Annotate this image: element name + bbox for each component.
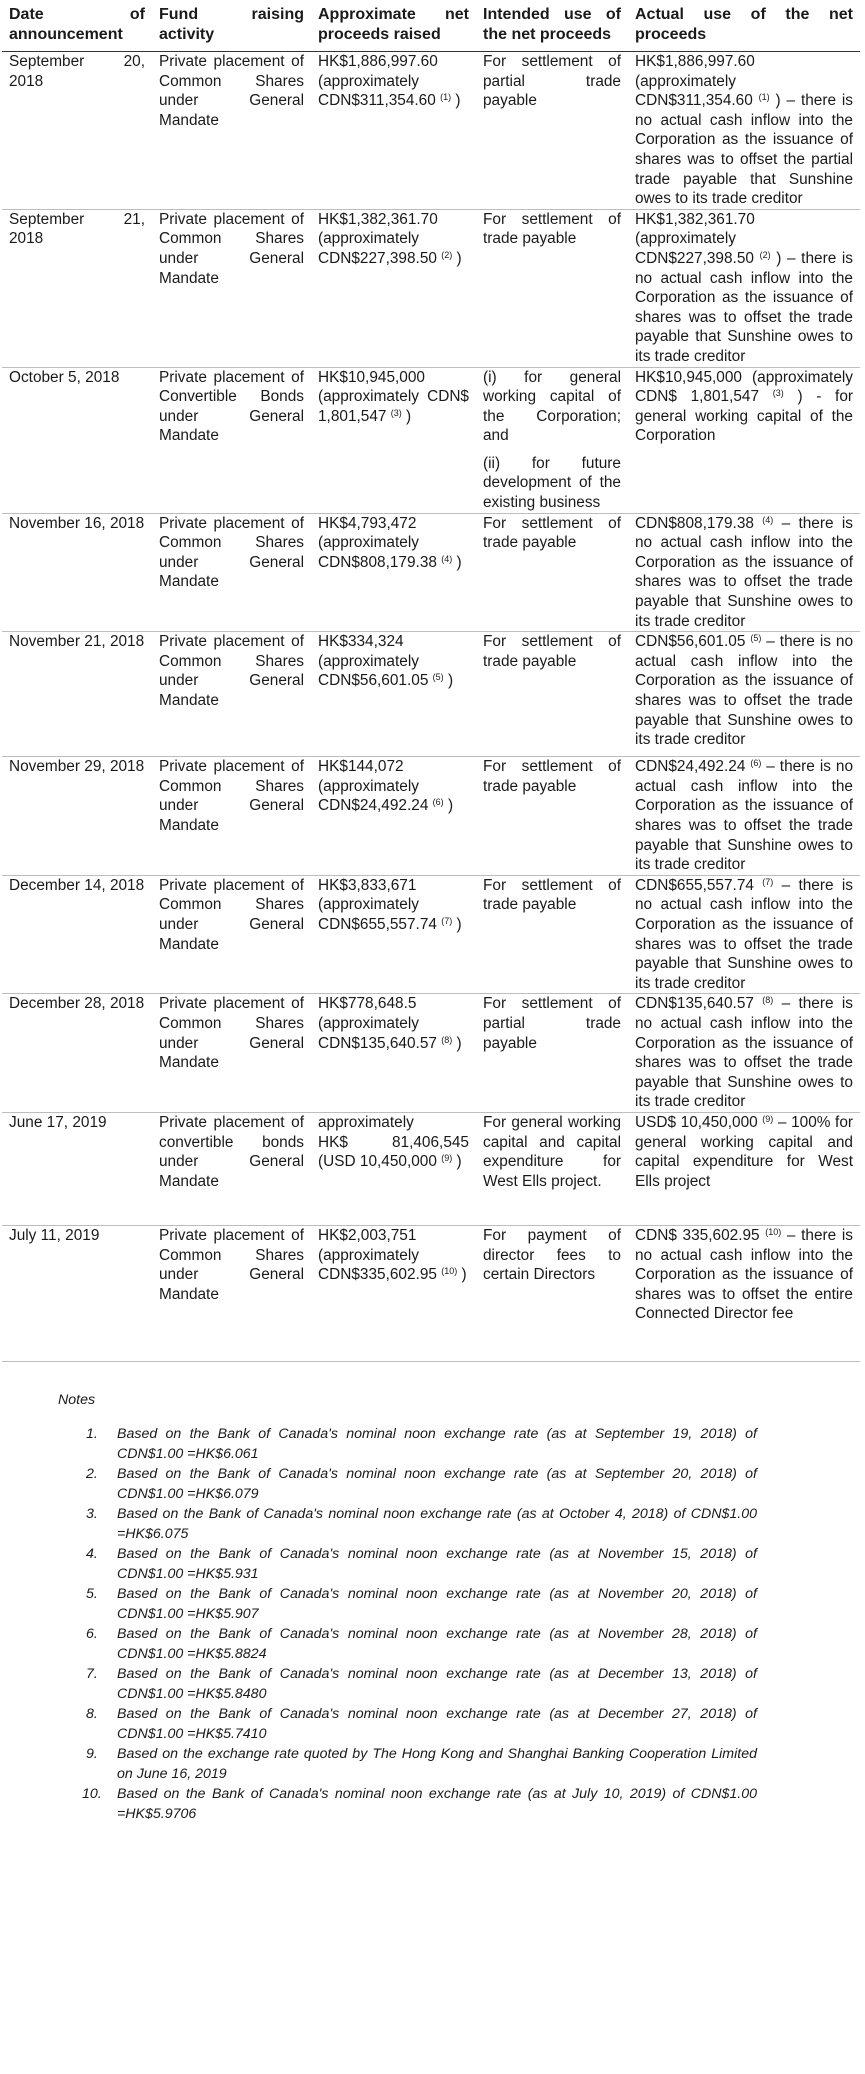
footnote-ref: (8)	[441, 1034, 453, 1045]
actual-description: – there is no actual cash inflow into the Corporation as the issuance of shares was to offset the trade payable that Sunshine owes to its trade creditor	[635, 633, 853, 749]
footnote-ref: (2)	[441, 249, 453, 260]
note-item	[0, 1584, 865, 1624]
proceeds-close: )	[447, 797, 454, 815]
footnote-ref: (10)	[441, 1266, 458, 1277]
actual-description: ) - for general working capital of the Corporation	[635, 388, 854, 445]
cell-date: July 11, 2019	[2, 1225, 152, 1361]
actual-amount: CDN$ 335,602.95	[635, 1226, 760, 1244]
cell-intended-use	[476, 367, 628, 513]
proceeds-amount: HK$2,003,751	[318, 1226, 417, 1244]
note-text: Based on the Bank of Canada's nominal noon exchange rate (as at September 20, 2018) of CDN$1.00 =HK$6.079	[117, 1466, 757, 1502]
footnote-ref: (9)	[441, 1153, 453, 1164]
cell-activity: Private placement of Common Shares under General Mandate	[152, 513, 311, 632]
cell-intended-use	[476, 757, 628, 876]
intended-use-text: For payment of director fees to certain Directors	[483, 1226, 621, 1284]
proceeds-amount: HK$778,648.5	[318, 995, 417, 1013]
actual-description: – there is no actual cash inflow into the Corporation as the issuance of shares was to offset the trade payable that Sunshine owes to its trade creditor	[635, 876, 853, 992]
actual-amount: CDN$135,640.57	[635, 995, 754, 1013]
actual-amount: CDN$655,557.74	[635, 876, 754, 894]
actual-description: – there is no actual cash inflow into the Corporation as the issuance of shares was to offset the trade payable that Sunshine owes to its trade creditor	[635, 995, 853, 1111]
proceeds-approx: (approximately CDN$655,557.74	[318, 896, 437, 933]
note-number: 8.	[86, 1706, 98, 1722]
proceeds-close: )	[447, 672, 454, 690]
proceeds-approx: (approximately CDN$808,179.38	[318, 534, 437, 571]
cell-intended-use	[476, 209, 628, 367]
actual-amount: CDN$56,601.05	[635, 633, 746, 651]
note-number: 4.	[86, 1546, 98, 1562]
cell-intended-use	[476, 994, 628, 1113]
cell-activity: Private placement of Common Shares under General Mandate	[152, 209, 311, 367]
header-proceeds: Approximate net proceeds raised	[311, 0, 476, 52]
proceeds-close: )	[456, 915, 462, 933]
cell-intended-use	[476, 52, 628, 210]
table-row	[2, 632, 860, 757]
note-item	[0, 1504, 865, 1544]
note-item	[0, 1744, 865, 1784]
proceeds-close: )	[456, 249, 462, 267]
cell-intended-use	[476, 1225, 628, 1361]
cell-actual-use	[628, 757, 860, 876]
note-text: Based on the Bank of Canada's nominal noon exchange rate (as at October 4, 2018) of CDN$1.00 =HK$6.075	[117, 1506, 757, 1542]
cell-proceeds	[311, 994, 476, 1113]
cell-proceeds	[311, 52, 476, 210]
note-number: 7.	[86, 1666, 98, 1682]
note-number: 5.	[86, 1586, 98, 1602]
footnote-ref: (5)	[750, 633, 762, 644]
note-item	[0, 1464, 865, 1504]
actual-description: – there is no actual cash inflow into the Corporation as the issuance of shares was to offset the trade payable that Sunshine owes to its trade creditor	[635, 514, 853, 630]
note-item	[0, 1664, 865, 1704]
cell-activity: Private placement of Common Shares under General Mandate	[152, 994, 311, 1113]
cell-intended-use	[476, 1112, 628, 1225]
cell-activity: Private placement of Common Shares under General Mandate	[152, 875, 311, 994]
note-number: 9.	[86, 1746, 98, 1762]
proceeds-amount: HK$4,793,472	[318, 514, 417, 532]
actual-description: – 100% for general working capital and capital expenditure for West Ells project	[635, 1113, 853, 1190]
table-row	[2, 994, 860, 1113]
proceeds-approx: (approximately CDN$335,602.95	[318, 1246, 437, 1284]
intended-use-text: For settlement of trade payable	[483, 876, 621, 914]
cell-actual-use	[628, 1225, 860, 1361]
intended-use-text: For general working capital and capital expenditure for West Ells project.	[483, 1113, 621, 1190]
table-row	[2, 513, 860, 632]
note-item	[0, 1424, 865, 1464]
table-row	[2, 757, 860, 876]
actual-amount: USD$ 10,450,000	[635, 1113, 758, 1131]
table-body	[2, 52, 860, 1362]
note-number: 6.	[86, 1626, 98, 1642]
proceeds-amount: approximately	[318, 1113, 414, 1131]
footnote-ref: (2)	[759, 249, 771, 260]
cell-activity: Private placement of convertible bonds under General Mandate	[152, 1112, 311, 1225]
intended-use-text: (i) for general working capital of the Corporation; and	[483, 368, 621, 445]
cell-actual-use	[628, 513, 860, 632]
cell-proceeds	[311, 757, 476, 876]
actual-description: ) – there is no actual cash inflow into the Corporation as the issuance of shares was to offset the trade payable that Sunshine owes to its trade creditor	[635, 249, 853, 365]
footnote-ref: (7)	[762, 876, 774, 887]
note-item	[0, 1784, 865, 1824]
cell-intended-use	[476, 875, 628, 994]
note-text: Based on the Bank of Canada's nominal noon exchange rate (as at July 10, 2019) of CDN$1.00 =HK$5.9706	[117, 1786, 757, 1822]
proceeds-approx: (approximately CDN$135,640.57	[318, 1014, 437, 1052]
footnote-ref: (10)	[765, 1226, 782, 1237]
cell-date: November 16, 2018	[2, 513, 152, 632]
footnote-ref: (8)	[762, 995, 774, 1006]
cell-activity: Private placement of Common Shares under General Mandate	[152, 52, 311, 210]
header-intended-use: Intended use of the net proceeds	[476, 0, 628, 52]
intended-use-text: For settlement of partial trade payable	[483, 53, 621, 110]
note-text: Based on the Bank of Canada's nominal noon exchange rate (as at December 13, 2018) of CDN$1.00 =HK$5.8480	[117, 1666, 757, 1702]
header-date: Date of announcement	[2, 0, 152, 52]
table-row	[2, 52, 860, 210]
header-activity: Fund raising activity	[152, 0, 311, 52]
footnote-ref: (7)	[441, 915, 453, 926]
footnote-ref: (6)	[432, 797, 444, 808]
proceeds-approx: (approximately CDN$227,398.50	[318, 230, 437, 267]
table-row	[2, 209, 860, 367]
cell-activity: Private placement of Convertible Bonds under General Mandate	[152, 367, 311, 513]
cell-intended-use	[476, 632, 628, 757]
note-text: Based on the Bank of Canada's nominal noon exchange rate (as at November 28, 2018) of CDN$1.00 =HK$5.8824	[117, 1626, 757, 1662]
table-row	[2, 1112, 860, 1225]
actual-amount: CDN$24,492.24	[635, 758, 746, 776]
proceeds-approx: (approximately CDN$ 1,801,547	[318, 388, 469, 425]
proceeds-close: )	[406, 407, 412, 425]
note-text: Based on the exchange rate quoted by The Hong Kong and Shanghai Banking Cooperation Limited on June 16, 2019	[117, 1746, 757, 1782]
proceeds-close: )	[455, 92, 461, 110]
cell-date: September 21, 2018	[2, 209, 152, 367]
cell-proceeds	[311, 209, 476, 367]
intended-use-text: For settlement of trade payable	[483, 514, 621, 552]
cell-proceeds	[311, 513, 476, 632]
actual-amount: HK$10,945,000 (approximately CDN$ 1,801,547	[635, 368, 853, 406]
intended-use-text: (ii) for future development of the existing business	[483, 454, 621, 512]
note-item	[0, 1624, 865, 1664]
cell-activity: Private placement of Common Shares under General Mandate	[152, 1225, 311, 1361]
proceeds-approx: (approximately CDN$56,601.05	[318, 652, 429, 690]
cell-proceeds	[311, 1112, 476, 1225]
footnote-ref: (1)	[758, 92, 770, 103]
note-text: Based on the Bank of Canada's nominal noon exchange rate (as at November 20, 2018) of CDN$1.00 =HK$5.907	[117, 1586, 757, 1622]
note-number: 3.	[86, 1506, 98, 1522]
actual-amount: CDN$808,179.38	[635, 514, 754, 532]
footnote-ref: (4)	[762, 514, 774, 525]
cell-date: October 5, 2018	[2, 367, 152, 513]
cell-actual-use	[628, 52, 860, 210]
cell-activity: Private placement of Common Shares under General Mandate	[152, 757, 311, 876]
cell-date: December 28, 2018	[2, 994, 152, 1113]
actual-amount: HK$1,886,997.60 (approximately CDN$311,354.60	[635, 53, 755, 110]
cell-actual-use	[628, 367, 860, 513]
intended-use-text: For settlement of trade payable	[483, 210, 621, 248]
cell-actual-use	[628, 875, 860, 994]
note-number: 1.	[86, 1426, 98, 1442]
cell-actual-use	[628, 632, 860, 757]
proceeds-close: )	[461, 1266, 467, 1284]
footnote-ref: (1)	[440, 92, 452, 103]
cell-proceeds	[311, 632, 476, 757]
cell-date: June 17, 2019	[2, 1112, 152, 1225]
actual-description: – there is no actual cash inflow into the Corporation as the issuance of shares was to offset the trade payable that Sunshine owes to its trade creditor	[635, 758, 853, 874]
table-header-row	[2, 0, 860, 52]
cell-intended-use	[476, 513, 628, 632]
fund-raising-table	[2, 0, 860, 1362]
cell-date: December 14, 2018	[2, 875, 152, 994]
proceeds-amount: HK$10,945,000	[318, 368, 425, 386]
proceeds-amount: HK$1,886,997.60	[318, 53, 438, 70]
proceeds-approx: (approximately CDN$24,492.24	[318, 777, 429, 815]
note-item	[0, 1704, 865, 1744]
cell-proceeds	[311, 367, 476, 513]
proceeds-amount: HK$3,833,671	[318, 876, 417, 894]
footnote-ref: (4)	[441, 553, 453, 564]
cell-actual-use	[628, 209, 860, 367]
cell-actual-use	[628, 994, 860, 1113]
footnote-ref: (3)	[772, 388, 784, 399]
proceeds-amount: HK$334,324	[318, 633, 404, 651]
actual-description: – there is no actual cash inflow into the Corporation as the issuance of shares was to offset the entire Connected Director fee	[635, 1226, 853, 1323]
table-row	[2, 367, 860, 513]
cell-date: November 29, 2018	[2, 757, 152, 876]
proceeds-approx: HK$ 81,406,545 (USD 10,450,000	[318, 1133, 469, 1171]
footnote-ref: (9)	[762, 1113, 774, 1124]
proceeds-amount: HK$144,072	[318, 758, 404, 776]
cell-proceeds	[311, 1225, 476, 1361]
note-number: 10.	[82, 1786, 102, 1802]
cell-date: September 20, 2018	[2, 52, 152, 210]
actual-amount: HK$1,382,361.70 (approximately CDN$227,398.50	[635, 210, 755, 267]
intended-use-text: For settlement of trade payable	[483, 633, 621, 670]
note-item	[0, 1544, 865, 1584]
note-text: Based on the Bank of Canada's nominal noon exchange rate (as at September 19, 2018) of CDN$1.00 =HK$6.061	[117, 1426, 757, 1462]
proceeds-close: )	[456, 1153, 462, 1171]
intended-use-text: For settlement of partial trade payable	[483, 995, 621, 1052]
proceeds-close: )	[456, 553, 462, 571]
header-actual-use: Actual use of the net proceeds	[628, 0, 860, 52]
proceeds-close: )	[456, 1034, 462, 1052]
footnote-ref: (6)	[750, 758, 762, 769]
table-row	[2, 1225, 860, 1361]
notes-list	[0, 1424, 865, 1824]
actual-description: ) – there is no actual cash inflow into the Corporation as the issuance of shares was to offset the partial trade payable that Sunshine owes to its trade creditor	[635, 92, 854, 208]
footnote-ref: (3)	[390, 407, 402, 418]
notes-title: Notes	[58, 1392, 96, 1408]
table-row	[2, 875, 860, 994]
note-number: 2.	[86, 1466, 98, 1482]
cell-date: November 21, 2018	[2, 632, 152, 757]
note-text: Based on the Bank of Canada's nominal noon exchange rate (as at December 27, 2018) of CDN$1.00 =HK$5.7410	[117, 1706, 757, 1742]
cell-activity: Private placement of Common Shares under General Mandate	[152, 632, 311, 757]
proceeds-approx: (approximately CDN$311,354.60	[318, 72, 436, 110]
note-text: Based on the Bank of Canada's nominal noon exchange rate (as at November 15, 2018) of CDN$1.00 =HK$5.931	[117, 1546, 757, 1582]
proceeds-amount: HK$1,382,361.70	[318, 210, 438, 228]
footnote-ref: (5)	[432, 672, 444, 683]
cell-proceeds	[311, 875, 476, 994]
cell-actual-use	[628, 1112, 860, 1225]
intended-use-text: For settlement of trade payable	[483, 758, 621, 795]
